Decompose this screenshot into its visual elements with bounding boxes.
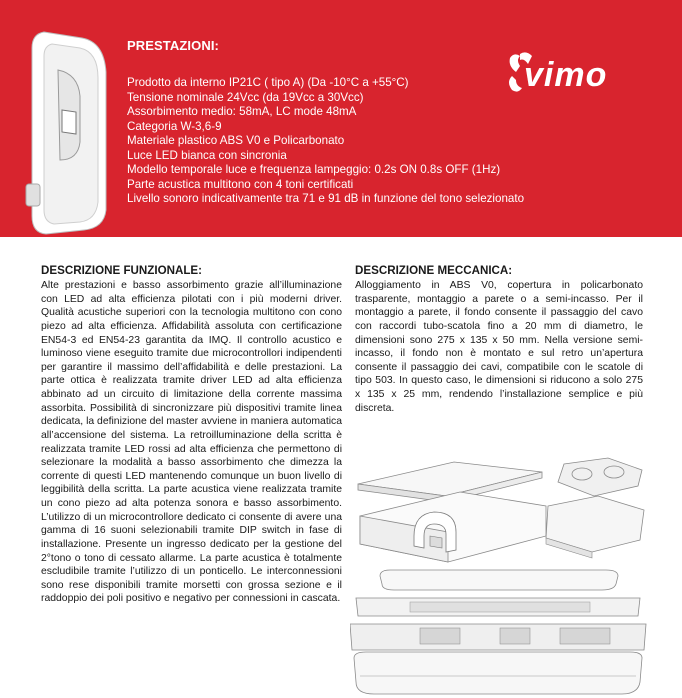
spec-line: Tensione nominale 24Vcc (da 19Vcc a 30Vcc) <box>127 90 364 104</box>
functional-description-body: Alte prestazioni e basso assorbimento grazie all’illuminazione con LED ad alta efficienza pilotati con i più moderni driver. Qualità acustiche superiori con la tecnologia multitono con cono piezo ad alta efficienza. Affidabilità assoluta con certificazione EN54-3 ed EN54-23 garantita da IMQ. Il controllo acustico e luminoso viene eseguito tramite due microcontrollori indipendenti per garantire il massimo dell’affidabilità e delle prestazioni. La parte ottica è realizzata tramite driver LED ad alta efficienza abbinato ad un circuito di limitazione della corrente massima assorbita. Possibilità di sincronizzare più dispositivi tramite linea dedicata, la definizione del master avviene in maniera automatica all’accensione del sistema. La retroilluminazione della scritta è realizzata tramite LED rossi ad alta efficienza che permettono di selezionare la modalità a basso assorbimento che dimezza la corrente di questi LED mantenendo comunque un buon livello di leggibilità della scritta. La parte acustica viene realizzata tramite un cono piezo ad alta potenza sonora e basso assorbimento. L’utilizzo di un microcontrollore dedicato ci consente di avere una gamma di 16 suoni selezionabili tramite DIP switch in fase di installazione. Presente un ingresso dedicato per la gestione del 2°tono o tono di cessato allarme. La parte acustica è totalmente escludibile tramite l’utilizzo di un ponticello. Le interconnessioni sono rese disponibili tramite morsetti con grossa sezione e il raddoppio dei poli positivo e negativo per connessioni in cascata. <box>41 280 342 605</box>
performance-specs <box>127 38 524 207</box>
specs-banner <box>0 0 682 237</box>
specs-title: PRESTAZIONI: <box>127 38 219 53</box>
spec-line: Parte acustica multitono con 4 toni certificati <box>127 177 354 191</box>
spec-line: Livello sonoro indicativamente tra 71 e 91 dB in funzione del tono selezionato <box>127 192 525 205</box>
mechanical-description-title: DESCRIZIONE MECCANICA: <box>355 264 513 277</box>
functional-description-title: DESCRIZIONE FUNZIONALE: <box>41 264 203 277</box>
spec-line: Categoria W-3,6-9 <box>127 119 222 133</box>
exploded-product-illustration <box>350 440 650 696</box>
spec-line: Luce LED bianca con sincronia <box>127 148 287 162</box>
spec-line: Materiale plastico ABS V0 e Policarbonato <box>127 134 345 147</box>
device-side-view-illustration <box>0 0 120 237</box>
spec-line: Assorbimento medio: 58mA, LC mode 48mA <box>127 105 357 118</box>
functional-description <box>41 264 342 606</box>
spec-line: Modello temporale luce e frequenza lampeggio: 0.2s ON 0.8s OFF (1Hz) <box>127 163 501 176</box>
spec-line: Prodotto da interno IP21C ( tipo A) (Da -10°C a +55°C) <box>127 76 409 89</box>
mechanical-description <box>355 264 643 415</box>
svg-text:vimo: vimo <box>524 56 608 94</box>
vimo-logo <box>502 42 642 106</box>
mechanical-description-body: Alloggiamento in ABS V0, copertura in policarbonato trasparente, montaggio a parete o a semi-incasso. Per il montaggio a parete, il fondo consente il passaggio del cavo con raccordi tubo-scatola fino a 20 mm di diametro, le dimensioni sono 275 x 135 x 50 mm. Nella versione semi-incasso, il fondo non è montato e sul retro un’apertura consente il passaggio dei cavi, compatibile con le scatole di tipo 503. In questo caso, le dimensioni si riducono a solo 275 x 135 x 25 mm, rendendo l’installazione semplice e più discreta. <box>355 280 643 414</box>
